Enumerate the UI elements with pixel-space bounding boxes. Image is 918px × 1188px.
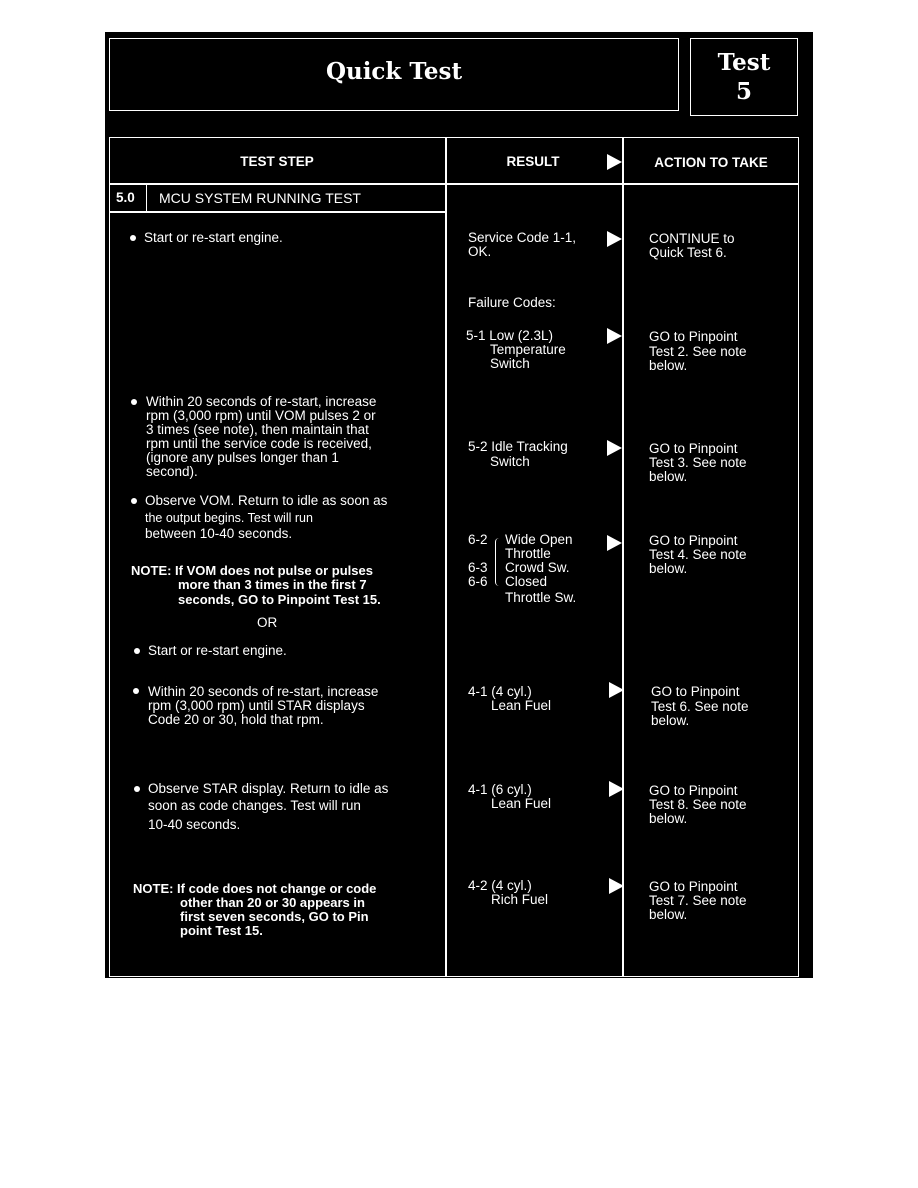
note-code-3: first seven seconds, GO to Pin bbox=[180, 909, 369, 924]
action-7-2: Test 7. See note bbox=[649, 893, 747, 908]
result-service-code-2: OK. bbox=[468, 244, 492, 259]
arrow-icon bbox=[609, 878, 624, 894]
column-header-test-step: TEST STEP bbox=[240, 154, 314, 169]
column-header-action: ACTION TO TAKE bbox=[654, 155, 768, 170]
header-divider bbox=[109, 183, 799, 185]
result-5-1-2: Temperature bbox=[490, 342, 566, 357]
step-start-engine: Start or re-start engine. bbox=[144, 230, 283, 245]
column-header-result: RESULT bbox=[506, 154, 560, 169]
step-observe-vom-3: between 10-40 seconds. bbox=[145, 526, 293, 541]
action-5-1: GO to Pinpoint bbox=[651, 684, 740, 699]
bullet-icon bbox=[131, 399, 137, 405]
result-6x-1: Wide Open bbox=[505, 532, 573, 547]
note-vom-2: more than 3 times in the first 7 bbox=[178, 577, 367, 592]
action-2-2: Test 2. See note bbox=[649, 344, 747, 359]
action-7-1: GO to Pinpoint bbox=[649, 879, 738, 894]
brace-icon bbox=[495, 538, 501, 586]
action-3-3: below. bbox=[649, 469, 688, 484]
action-7-3: below. bbox=[649, 907, 688, 922]
step-title: MCU SYSTEM RUNNING TEST bbox=[159, 190, 361, 206]
arrow-icon bbox=[607, 535, 622, 551]
action-6-1: GO to Pinpoint bbox=[649, 783, 738, 798]
result-4-1-6cyl-2: Lean Fuel bbox=[491, 796, 552, 811]
result-4-1-4cyl-1: 4-1 (4 cyl.) bbox=[468, 684, 532, 699]
step-increase-rpm-vom-1: Within 20 seconds of re-start, increase bbox=[146, 394, 377, 409]
result-6x-3: Crowd Sw. bbox=[505, 560, 570, 575]
manual-page bbox=[105, 32, 813, 978]
bullet-icon bbox=[131, 498, 137, 504]
step-increase-rpm-vom-3: 3 times (see note), then maintain that bbox=[146, 422, 369, 437]
result-5-1-3: Switch bbox=[490, 356, 530, 371]
result-5-1-1: 5-1 Low (2.3L) bbox=[466, 328, 554, 343]
result-4-2-4cyl-1: 4-2 (4 cyl.) bbox=[468, 878, 532, 893]
arrow-icon bbox=[607, 440, 622, 456]
step-observe-vom-1: Observe VOM. Return to idle as soon as bbox=[145, 493, 388, 508]
failure-codes-label: Failure Codes: bbox=[468, 295, 556, 310]
note-code-2: other than 20 or 30 appears in bbox=[180, 895, 365, 910]
action-2-3: below. bbox=[649, 358, 688, 373]
arrow-icon bbox=[609, 682, 624, 698]
result-5-2-2: Switch bbox=[490, 454, 530, 469]
action-3-2: Test 3. See note bbox=[649, 455, 747, 470]
result-service-code-1: Service Code 1-1, bbox=[468, 230, 577, 245]
action-6-2: Test 8. See note bbox=[649, 797, 747, 812]
column-divider-1 bbox=[445, 137, 447, 977]
test-label: Test bbox=[717, 49, 771, 76]
step-increase-rpm-star-1: Within 20 seconds of re-start, increase bbox=[148, 684, 379, 699]
bullet-icon bbox=[133, 688, 139, 694]
note-vom-3: seconds, GO to Pinpoint Test 15. bbox=[178, 592, 381, 607]
step-observe-star-3: 10-40 seconds. bbox=[148, 817, 241, 832]
result-code-6-3: 6-3 bbox=[468, 560, 488, 575]
header-arrow-icon bbox=[607, 154, 622, 170]
result-5-2-1: 5-2 Idle Tracking bbox=[468, 439, 568, 454]
step-increase-rpm-vom-2: rpm (3,000 rpm) until VOM pulses 2 or bbox=[146, 408, 376, 423]
step-increase-rpm-star-3: Code 20 or 30, hold that rpm. bbox=[148, 712, 324, 727]
arrow-icon bbox=[609, 781, 624, 797]
arrow-icon bbox=[607, 231, 622, 247]
result-4-1-4cyl-2: Lean Fuel bbox=[491, 698, 552, 713]
step-observe-vom-2: the output begins. Test will run bbox=[145, 511, 313, 525]
step-increase-rpm-star-2: rpm (3,000 rpm) until STAR displays bbox=[148, 698, 365, 713]
result-6x-4: Closed bbox=[505, 574, 548, 589]
result-code-6-6: 6-6 bbox=[468, 574, 488, 589]
column-divider-2 bbox=[622, 137, 624, 977]
action-1-2: Quick Test 6. bbox=[649, 245, 727, 260]
bullet-icon bbox=[134, 648, 140, 654]
action-4-2: Test 4. See note bbox=[649, 547, 747, 562]
action-1-1: CONTINUE to bbox=[649, 231, 735, 246]
step-observe-star-2: soon as code changes. Test will run bbox=[148, 798, 361, 813]
action-6-3: below. bbox=[649, 811, 688, 826]
step-increase-rpm-vom-4: rpm until the service code is received, bbox=[146, 436, 372, 451]
result-code-6-2: 6-2 bbox=[468, 532, 488, 547]
note-code-1: NOTE: If code does not change or code bbox=[133, 881, 377, 896]
step-observe-star-1: Observe STAR display. Return to idle as bbox=[148, 781, 389, 796]
action-2-1: GO to Pinpoint bbox=[649, 329, 738, 344]
result-4-2-4cyl-2: Rich Fuel bbox=[491, 892, 549, 907]
test-number: 5 bbox=[735, 78, 752, 105]
action-5-3: below. bbox=[651, 713, 690, 728]
note-code-4: point Test 15. bbox=[180, 923, 263, 938]
step-row-divider bbox=[109, 211, 445, 213]
bullet-icon bbox=[130, 235, 136, 241]
or-separator: OR bbox=[257, 615, 278, 630]
bullet-icon bbox=[134, 786, 140, 792]
note-vom-1: NOTE: If VOM does not pulse or pulses bbox=[131, 563, 373, 578]
action-3-1: GO to Pinpoint bbox=[649, 441, 738, 456]
result-4-1-6cyl-1: 4-1 (6 cyl.) bbox=[468, 782, 532, 797]
action-4-1: GO to Pinpoint bbox=[649, 533, 738, 548]
arrow-icon bbox=[607, 328, 622, 344]
step-increase-rpm-vom-6: second). bbox=[146, 464, 198, 479]
step-increase-rpm-vom-5: (ignore any pulses longer than 1 bbox=[146, 450, 339, 465]
step-number: 5.0 bbox=[116, 190, 135, 205]
action-4-3: below. bbox=[649, 561, 688, 576]
action-5-2: Test 6. See note bbox=[651, 699, 749, 714]
page-title: Quick Test bbox=[325, 58, 463, 85]
step-restart-engine: Start or re-start engine. bbox=[148, 643, 287, 658]
result-6x-2: Throttle bbox=[505, 546, 551, 561]
result-6x-5: Throttle Sw. bbox=[505, 590, 577, 605]
